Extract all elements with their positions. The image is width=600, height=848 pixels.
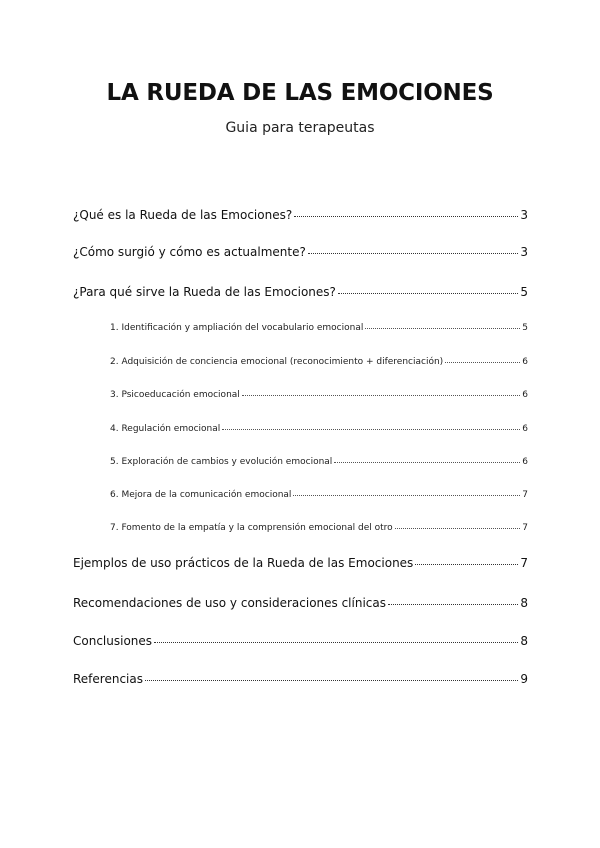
toc-entry-page: 7 (520, 556, 528, 570)
toc-entry-que-es[interactable] (73, 208, 528, 222)
toc-entry-como-surgio[interactable] (73, 245, 528, 259)
toc-entry-page: 7 (522, 490, 528, 501)
toc-entry-page: 7 (522, 523, 528, 534)
toc-entry-label: ¿Para qué sirve la Rueda de las Emociones? (73, 285, 336, 299)
toc-entry-label: Recomendaciones de uso y consideraciones clínicas (73, 596, 386, 610)
toc-leader-dots (145, 672, 518, 681)
toc-entry-label: ¿Qué es la Rueda de las Emociones? (73, 208, 293, 222)
page-title: LA RUEDA DE LAS EMOCIONES (106, 80, 494, 106)
toc-entry-label: ¿Cómo surgió y cómo es actualmente? (73, 245, 306, 259)
toc-entry-label: 4. Regulación emocional (110, 424, 221, 435)
toc-entry-page: 6 (522, 457, 528, 468)
toc-entry-page: 6 (522, 390, 528, 401)
toc-entry-para-que-sirve[interactable] (73, 285, 528, 299)
toc-leader-dots (445, 356, 520, 363)
toc-entry-label: 5. Exploración de cambios y evolución emocional (110, 457, 333, 468)
toc-entry-page: 3 (520, 208, 528, 222)
toc-entry-page: 5 (520, 285, 528, 299)
toc-entry-label: Ejemplos de uso prácticos de la Rueda de las Emociones (73, 556, 414, 570)
toc-entry-label: 7. Fomento de la empatía y la comprensión emocional del otro (110, 523, 393, 534)
toc-leader-dots (388, 596, 518, 605)
toc-leader-dots (154, 634, 518, 643)
toc-leader-dots (308, 245, 519, 254)
toc-entry-label: 2. Adquisición de conciencia emocional (reconocimiento + diferenciación) (110, 357, 444, 368)
toc-subentry-3[interactable] (110, 389, 528, 400)
toc-entry-label: Conclusiones (73, 634, 153, 648)
toc-entry-ejemplos[interactable] (73, 556, 528, 570)
toc-leader-dots (293, 489, 520, 496)
page-subtitle: Guia para terapeutas (225, 120, 375, 136)
toc-entry-referencias[interactable] (73, 672, 528, 686)
toc-entry-page: 3 (520, 245, 528, 259)
toc-subentry-4[interactable] (110, 423, 528, 434)
toc-entry-conclusiones[interactable] (73, 634, 528, 648)
toc-leader-dots (294, 208, 518, 217)
toc-entry-page: 6 (522, 357, 528, 368)
toc-subentry-2[interactable] (110, 356, 528, 367)
toc-leader-dots (365, 322, 520, 329)
toc-entry-page: 6 (522, 424, 528, 435)
toc-subentry-6[interactable] (110, 489, 528, 500)
toc-entry-page: 9 (520, 672, 528, 686)
toc-leader-dots (222, 423, 520, 430)
toc-leader-dots (334, 456, 520, 463)
toc-entry-label: Referencias (73, 672, 143, 686)
toc-subentry-7[interactable] (110, 522, 528, 533)
toc-entry-recomendaciones[interactable] (73, 596, 528, 610)
toc-entry-label: 1. Identificación y ampliación del vocabulario emocional (110, 323, 364, 334)
toc-leader-dots (242, 389, 520, 396)
toc-leader-dots (395, 522, 521, 529)
toc-leader-dots (415, 556, 518, 565)
toc-subentry-5[interactable] (110, 456, 528, 467)
toc-entry-page: 5 (522, 323, 528, 334)
toc-entry-page: 8 (520, 634, 528, 648)
toc-entry-label: 3. Psicoeducación emocional (110, 390, 240, 401)
toc-entry-page: 8 (520, 596, 528, 610)
toc-subentry-1[interactable] (110, 322, 528, 333)
toc-leader-dots (338, 285, 518, 294)
toc-entry-label: 6. Mejora de la comunicación emocional (110, 490, 292, 501)
